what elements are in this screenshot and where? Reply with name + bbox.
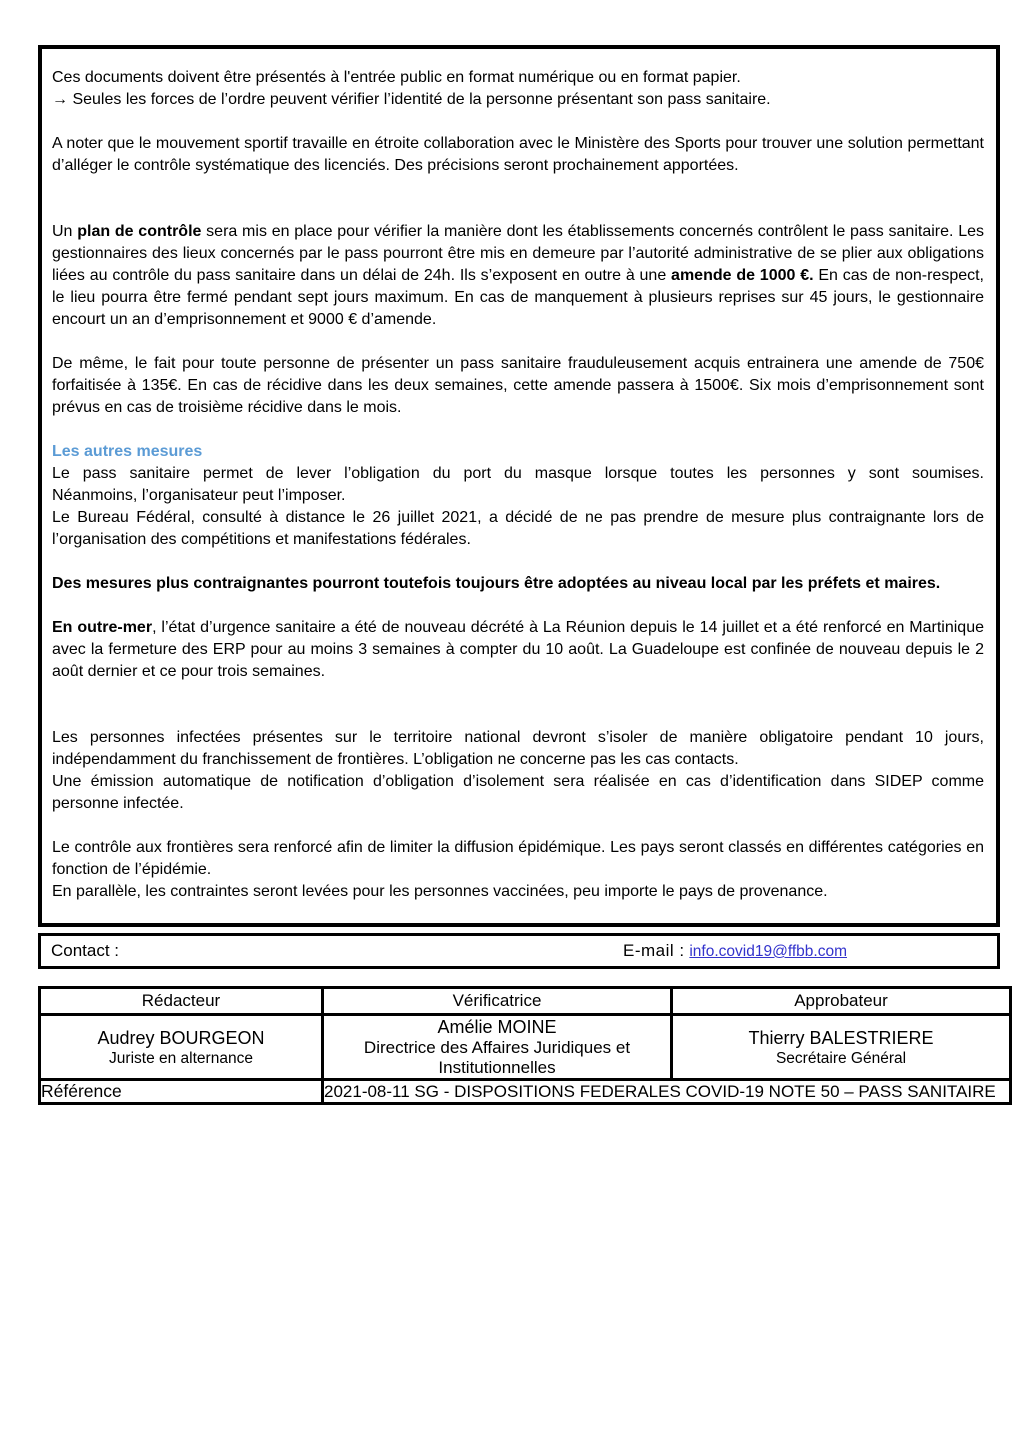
- redacteur-cell: [40, 1015, 323, 1080]
- reference-value: 2021-08-11 SG - DISPOSITIONS FEDERALES COVID-19 NOTE 50 – PASS SANITAIRE: [323, 1080, 1011, 1104]
- blank-line: [52, 595, 984, 617]
- paragraph: [52, 89, 984, 111]
- redacteur-role: Juriste en alternance: [109, 1049, 253, 1067]
- paragraph: [52, 881, 984, 903]
- section-heading: [52, 441, 984, 463]
- text-segment: Le contrôle aux frontières sera renforcé afin de limiter la diffusion épidémique. Les pays seront classés en différentes catégories en fonction de l’épidémie.: [52, 839, 984, 878]
- blank-line: [52, 177, 984, 199]
- approbateur-role: Secrétaire Général: [775, 1049, 907, 1067]
- paragraph: [52, 507, 984, 551]
- verificatrice-role: Directrice des Affaires Juridiques et Institutionnelles: [363, 1038, 631, 1077]
- text-segment: En outre-mer: [52, 619, 153, 636]
- redacteur-name: Audrey BOURGEON: [97, 1027, 265, 1048]
- document-body: [52, 67, 984, 903]
- paragraph: [52, 573, 984, 595]
- paragraph: [52, 837, 984, 881]
- blank-line: [52, 551, 984, 573]
- paragraph: [52, 463, 984, 485]
- blank-line: [52, 683, 984, 705]
- text-segment: En cas de non-respect, le lieu pourra être fermé pendant sept jours maximum. En cas de manquement à plusieurs reprises sur 45 jours, le gestionnaire encourt un an d’emprisonnement et 9000 € d’amende.: [52, 267, 985, 328]
- text-segment: → Seules les forces de l’ordre peuvent vérifier l’identité de la personne présentant son pass sanitaire.: [52, 91, 771, 108]
- text-segment: sera mis en place pour vérifier la manière dont les établissements concernés contrôlent le pass sanitaire. Les gestionnaires des lieux concernés par le pass pourront être mis en demeure par l’autorité administrative de se plier aux obligations liées au contrôle du pass sanitaire dans un délai de 24h. Ils s’exposent en outre à une: [52, 223, 985, 284]
- verificatrice-cell: [323, 1015, 672, 1080]
- text-segment: , l’état d’urgence sanitaire a été de nouveau décrété à La Réunion depuis le 14 juillet et a été renforcé en Martinique avec la fermeture des ERP pour au moins 3 semaines à compter du 10 août. La Guadeloupe est confinée de nouveau depuis le 2 août dernier et ce pour trois semaines.: [52, 619, 985, 680]
- table-header-approbateur: Approbateur: [672, 988, 1011, 1015]
- contact-label: Contact :: [51, 941, 120, 960]
- table-header-redacteur: Rédacteur: [40, 988, 323, 1015]
- paragraph: [52, 133, 984, 177]
- paragraph: [52, 353, 984, 419]
- text-segment: A noter que le mouvement sportif travaille en étroite collaboration avec le Ministère des Sports pour trouver une solution permettant d’alléger le contrôle systématique des licenciés. Des précisions seront prochainement apportées.: [52, 135, 984, 174]
- blank-line: [52, 111, 984, 133]
- email-group: [623, 941, 847, 961]
- email-link[interactable]: info.covid19@ffbb.com: [689, 943, 847, 960]
- text-segment: Les personnes infectées présentes sur le territoire national devront s’isoler de manière obligatoire pendant 10 jours, indépendamment du franchissement de frontières. L’obligation ne concerne pas les cas contacts.: [52, 729, 984, 768]
- text-segment: Néanmoins, l’organisateur peut l’imposer.: [52, 487, 346, 504]
- text-segment: Les autres mesures: [52, 443, 203, 460]
- blank-line: [52, 705, 984, 727]
- contact-row: [38, 933, 1000, 969]
- approval-header-row: [40, 988, 1011, 1015]
- text-segment: plan de contrôle: [77, 223, 202, 240]
- text-segment: Le pass sanitaire permet de lever l’obligation du port du masque lorsque toutes les personnes y sont soumises.: [52, 465, 984, 482]
- text-segment: amende de 1000 €.: [671, 267, 814, 284]
- approbateur-name: Thierry BALESTRIERE: [748, 1027, 934, 1048]
- text-segment: En parallèle, les contraintes seront levées pour les personnes vaccinées, peu importe le pays de provenance.: [52, 883, 828, 900]
- blank-line: [52, 815, 984, 837]
- paragraph: [52, 67, 984, 89]
- approbateur-cell: [672, 1015, 1011, 1080]
- text-segment: De même, le fait pour toute personne de présenter un pass sanitaire frauduleusement acquis entrainera une amende de 750€ forfaitisée à 135€. En cas de récidive dans les deux semaines, cette amende passera à 1500€. Six mois d’emprisonnement sont prévus en cas de troisième récidive dans le mois.: [52, 355, 984, 416]
- main-content-box: [38, 45, 1000, 927]
- paragraph: [52, 771, 984, 815]
- paragraph: [52, 727, 984, 771]
- reference-label: Référence: [40, 1080, 323, 1104]
- paragraph: [52, 221, 984, 331]
- text-segment: Des mesures plus contraignantes pourront toutefois toujours être adoptées au niveau local par les préfets et maires.: [52, 575, 941, 592]
- text-segment: Le Bureau Fédéral, consulté à distance le 26 juillet 2021, a décidé de ne pas prendre de mesure plus contraignante lors de l’organisation des compétitions et manifestations fédérales.: [52, 509, 984, 548]
- text-segment: Un: [52, 223, 78, 240]
- verificatrice-name: Amélie MOINE: [437, 1017, 557, 1037]
- blank-line: [52, 331, 984, 353]
- paragraph: [52, 617, 984, 683]
- text-segment: Ces documents doivent être présentés à l'entrée public en format numérique ou en format papier.: [52, 69, 741, 86]
- blank-line: [52, 419, 984, 441]
- paragraph: [52, 485, 984, 507]
- email-label: E-mail :: [623, 941, 685, 960]
- reference-row: [40, 1080, 1011, 1104]
- table-header-verificatrice: Vérificatrice: [323, 988, 672, 1015]
- text-segment: Une émission automatique de notification d’obligation d’isolement sera réalisée en cas d’identification dans SIDEP comme personne infectée.: [52, 773, 984, 812]
- blank-line: [52, 199, 984, 221]
- approval-people-row: [40, 1015, 1011, 1080]
- approval-table: [38, 986, 1012, 1105]
